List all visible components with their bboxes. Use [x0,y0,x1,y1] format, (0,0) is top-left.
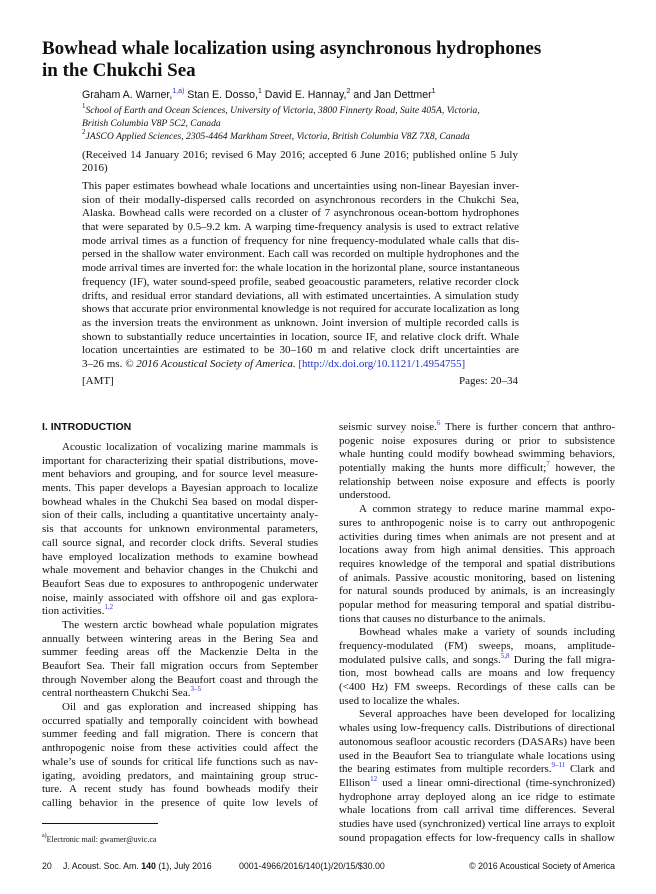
author: and Jan Dettmer [350,89,432,101]
text-line: for natural sounds produced by animals, is an increasingly [339,585,615,598]
citation-ref[interactable]: 5,8 [500,651,510,660]
abstract-line: Alaska. Bowhead calls were recorded on a cluster of 7 asynchronous ocean-bottom hydrophones [82,207,519,220]
left-column [42,441,318,811]
citation-ref[interactable]: 7 [546,460,550,469]
journal-name: J. Acoust. Soc. Am. [63,861,142,871]
text-line: locations away from high animal densities. This approach [339,544,615,557]
footnote-mark: a) [42,833,47,839]
footnote-rule [42,823,158,824]
text-line: have employed localization methods to examine bowhead [42,550,318,563]
text-segment: seismic survey noise. [339,421,437,433]
citation-ref[interactable]: 12 [370,774,378,783]
abstract-text: 3–26 ms. [82,357,126,370]
text-line: pogenic noise exposures during or prior to subsistence [339,434,615,447]
abstract-line: mode arrival times are inverted for: the whale location in the horizontal plane, source instantaneous [82,262,520,275]
journal-volume: 140 [141,861,156,871]
text-line: igating, avoiding predators, and maintaining group struc- [42,769,318,782]
text-line: Bowhead whales make a variety of sounds including [359,626,615,639]
text-line: sion of their calls, including a quantitative uncertainty analy- [42,509,318,522]
text-line: studies have used (synchronized) vertical line arrays to exploit [339,817,615,830]
text-line: understood. [339,489,391,502]
text-line: The western arctic bowhead whale population migrates [62,618,318,631]
text-segment: used a linear omni-directional (time-synchronized) [377,776,615,789]
text-line: whale hunting could modify bowhead swimming behaviors, [339,448,615,461]
text-line: used in the Beaufort Sea to triangulate whale locations using [339,749,615,762]
author: David E. Hannay, [261,89,347,101]
text-line: anthropogenic noise from these activities could affect the [42,742,318,755]
text-line: hydrophone array deployed along an ice ridge to estimate [339,790,615,803]
author-affil-mark: 1 [257,88,262,95]
text-line: Acoustic localization of vocalizing marine mammals is [62,441,318,453]
text-segment: Ellison [339,776,371,789]
text-line: sound propagation effects for low-frequency calls in shallow [339,831,615,844]
text-segment: however, the [549,462,615,475]
affil-number: 2 [82,128,86,136]
text-line: (<400 Hz) FM sweeps. Recordings of these calls can be [339,681,615,694]
text-line: whales using low-frequency calls. Distributions of directional [339,722,615,735]
text-segment: central northeastern Chukchi Sea. [42,687,191,700]
footer-code: 0001-4966/2016/140(1)/20/15/$30.00 [239,861,385,871]
citation-ref[interactable]: 3–5 [190,685,201,694]
text-line [339,421,615,435]
author-affil-mark[interactable]: 1,a) [172,88,185,95]
abstract-copyright: © 2016 Acoustical Society of America. [125,357,296,370]
affil-text: British Columbia V8P 5C2, Canada [82,118,221,129]
abstract-line: location uncertainties are estimated to be 30–160 m and relative clock drift uncertainties are [82,344,519,357]
affil-number: 1 [82,102,86,110]
text-line [42,687,318,701]
author: Graham A. Warner, [82,89,173,101]
received-line: (Received 14 January 2016; revised 6 May 2016; accepted 6 June 2016; published online 5 July [82,149,518,161]
text-line: Beaufort Sea. Their fall migration occurs from September [42,660,318,672]
text-line [42,605,318,619]
affil-text: School of Earth and Ocean Sciences, University of Victoria, 3800 Finnerty Road, Suite 405A, Victoria, [85,105,480,116]
text-line [339,462,615,476]
text-line: annually between wintering areas in the Bering Sea and [42,632,318,645]
author-affil-mark: 1 [431,88,436,95]
text-line: calling behavior in the presence of quite low levels of [42,796,318,809]
abstract-line: drifts, and residual error standard deviations, all with estimated uncertainties. A simulation study [82,289,519,302]
text-line: tion, most bowhead calls are moans and low frequency [339,667,615,680]
text-line: frequency-modulated (FM) sweeps, moans, amplitude- [339,640,615,652]
received-dates [82,149,518,175]
author-affil-mark: 2 [346,88,351,95]
text-line: ments. This paper develops a Bayesian approach to localize [42,482,318,495]
paper-title [42,38,622,82]
footer-journal [63,861,212,871]
text-line: requires knowledge of the temporal and spatial distributions [339,557,615,570]
text-segment: potentially making the hunts more difficult; [339,462,547,475]
text-line: summer feeding and fall migration. There is concern that [42,728,318,741]
text-line [339,651,615,668]
text-line: whale movement and behavior changes in the Chukchi and [42,564,318,577]
text-segment: modulated pulsive calls, and songs. [339,653,501,666]
received-line: 2016) [82,162,108,174]
affil-text: JASCO Applied Sciences, 2305-4464 Markham Street, Victoria, British Columbia V8Z 7X8, Canada [85,131,470,142]
abstract-line: persed in the shallow water environment. Each call was recorded on multiple hydrophones and the [82,248,519,261]
abstract-line: mode arrival times as a function of frequency for nine frequency-modulated whale calls that dis- [82,234,519,247]
title-line: in the Chukchi Sea [42,60,196,81]
text-line [339,774,615,791]
abstract [82,180,519,372]
citation-ref[interactable]: 1,2 [104,603,114,612]
text-line: activities during times when animals are not present and at [339,530,615,543]
abstract-line [82,358,519,372]
abstract-line: that were separated by 0.5–9.2 km. A warping time-frequency analysis is used to extract relative [82,221,519,234]
text-line: used to localize the whales. [339,694,460,707]
abstract-line: shown to substantially reduce uncertainties in location, source IF, and relative clock drift. Whale [82,330,519,343]
doi-link[interactable]: [http://dx.doi.org/10.1121/1.4954755] [298,357,466,370]
text-line: autonomous seafloor acoustic recorders (DASARs) have been [339,735,615,748]
author: Stan E. Dosso, [184,89,258,101]
text-line: ture. A recent study has found bowheads modify their [42,783,318,796]
footnote-text[interactable]: Electronic mail: gwarner@uvic.ca [46,835,157,844]
text-line: ment behaviors and grouping, and for source level measure- [42,468,318,481]
text-line: whale’s use of sounds for critical life functions such as nav- [42,755,318,768]
text-line: popular method for measuring temporal and spatial distribu- [339,598,615,611]
text-line: summer feeding areas off the Mackenzie Delta in the [42,646,318,659]
page-range: Pages: 20–34 [459,375,518,387]
abstract-line: sion of their modally-dispersed calls recorded on asynchronous recorders in the Chukchi Sea, [82,193,519,206]
text-line: A common strategy to reduce marine mammal expo- [359,503,615,516]
text-line: noise, mainly associated with offshore oil and gas explora- [42,591,318,604]
text-line: Oil and gas exploration and increased shipping has [62,701,318,714]
text-line: Several approaches have been developed for localizing [359,708,615,721]
text-line: relationship between noise exposure and effects is poorly [339,475,615,488]
citation-ref[interactable]: 9–11 [551,761,566,770]
section-heading: I. INTRODUCTION [42,421,132,433]
text-line: through November along the Beaufort coast and through the [42,673,318,686]
footer-copyright: © 2016 Acoustical Society of America [469,861,615,871]
text-line: sis that accounts for unknown environmental parameters, [42,523,318,536]
abstract-line: as the inversion treats the environment as unknown. Joint inversion of multiple recorded calls is [82,316,519,329]
citation-ref[interactable]: 6 [436,419,441,427]
journal-issue: (1), July 2016 [155,861,212,871]
footer-page-number: 20 [42,861,52,871]
editor-code: [AMT] [82,375,114,387]
text-line: important for characterizing their spatial distributions, move- [42,454,318,467]
text-line: whale locations from call arrival time differences. Several [339,804,615,817]
text-segment: There is further concern that anthro- [440,421,615,433]
affiliation-2 [82,130,470,143]
text-line: call source signal, and recorder clock drifts. Several studies [42,536,318,549]
right-column [339,421,615,845]
text-line: occurred spatially and temporally coincident with bowhead [42,714,318,727]
footnote [42,835,156,844]
abstract-line: shows that accurate prior environmental knowledge is not required for accurate localization as long [82,303,520,316]
title-line: Bowhead whale localization using asynchronous hydrophones [42,38,542,59]
text-segment: the bearing estimates from multiple recorders. [339,763,552,776]
text-segment: Clark and [565,763,615,776]
text-line: tions that causes no disturbance to the animals. [339,612,546,625]
text-line: of animals. Passive acoustic monitoring, based on listening [339,571,615,584]
affiliation-1 [82,104,480,130]
abstract-line: frequency (IF), water sound-speed profile, seabed geoacoustic parameters, relative recorder clock [82,275,519,288]
abstract-line: This paper estimates bowhead whale locations and uncertainties using non-linear Bayesian inver- [82,180,519,192]
text-line: sures to anthropogenic noise is to carry out anthropogenic [339,516,615,529]
author-list [82,89,436,101]
text-segment: During the fall migra- [509,653,615,666]
text-segment: tion activities. [42,605,105,618]
text-line: bowhead whales in the Chukchi Sea based on modal disper- [42,495,318,508]
text-line [339,763,615,777]
text-line: Beaufort Seas due to exposures to anthropogenic underwater [42,577,318,590]
